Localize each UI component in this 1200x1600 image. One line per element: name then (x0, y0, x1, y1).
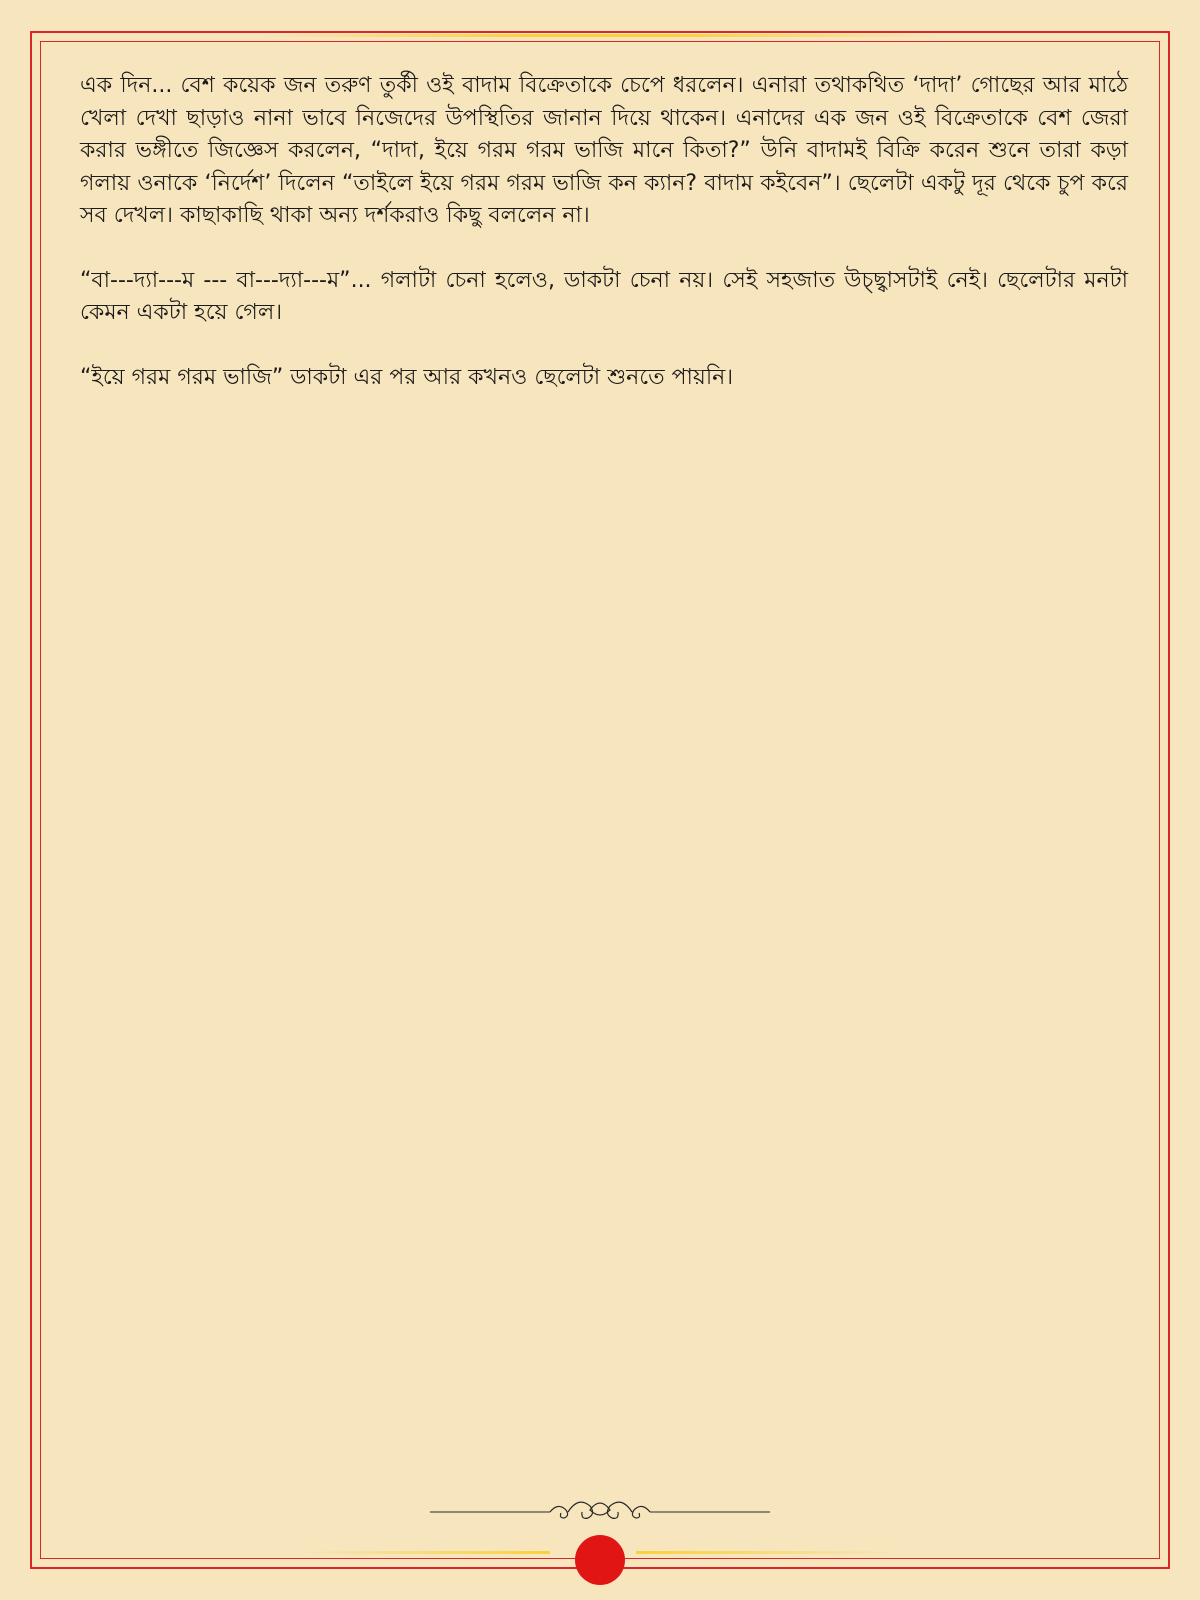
story-paragraph-1: এক দিন... বেশ কয়েক জন তরুণ তুর্কী ওই বাদাম বিক্রেতাকে চেপে ধরলেন। এনারা তথাকথিত ‘দাদা’ গোছের আর মাঠে খেলা দেখা ছাড়াও নানা ভাবে নিজেদের উপস্থিতির জানান দিয়ে থাকেন। এনাদের এক জন ওই বিক্রেতাকে বেশ জেরা করার ভঙ্গীতে জিজ্ঞেস করলেন, “দাদা, ইয়ে গরম গরম ভাজি মানে কিতা?” উনি বাদামই বিক্রি করেন শুনে তারা কড়া গলায় ওনাকে ‘নির্দেশ’ দিলেন “তাইলে ইয়ে গরম গরম ভাজি কন ক্যান? বাদাম কইবেন”। ছেলেটা একটু দূর থেকে চুপ করে সব দেখল। কাছাকাছি থাকা অন্য দর্শকরাও কিছু বললেন না। (80, 73, 1128, 228)
top-border-glow (260, 34, 940, 37)
bottom-border-glow-right (636, 1551, 896, 1554)
story-text (80, 70, 1128, 426)
story-paragraph-3: “ইয়ে গরম গরম ভাজি” ডাকটা এর পর আর কখনও ছেলেটা শুনতে পায়নি। (80, 364, 734, 390)
red-dot-icon (575, 1535, 625, 1585)
story-paragraph-2: “বা---দ্যা---ম --- বা---দ্যা---ম”... গলাটা চেনা হলেও, ডাকটা চেনা নয়। সেই সহজাত উচ্ছ্বাসটাই নেই। ছেলেটার মনটা কেমন একটা হয়ে গেল। (80, 267, 1128, 325)
scroll-flourish-icon (430, 1490, 770, 1534)
bottom-border-glow-left (300, 1551, 550, 1554)
